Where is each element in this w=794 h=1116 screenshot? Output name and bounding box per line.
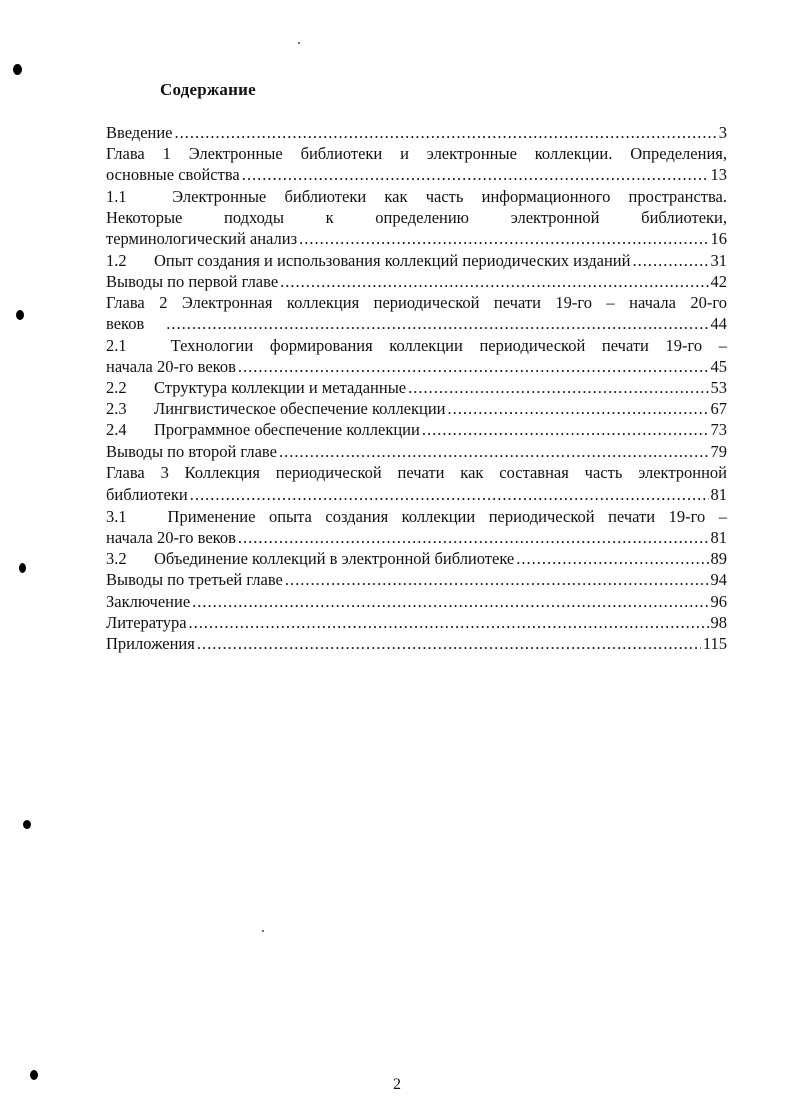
punch-mark <box>16 310 24 320</box>
toc-label: Технологии формирования коллекции периодической печати 19-го – <box>170 336 727 355</box>
toc-page-number: 13 <box>710 165 727 184</box>
toc-page-number: 45 <box>710 357 727 376</box>
toc-label: Структура коллекции и метаданные <box>154 378 407 397</box>
toc-page-number: 94 <box>710 570 727 589</box>
leader-dots <box>190 485 709 505</box>
toc-label: Лингвистическое обеспечение коллекции <box>154 399 446 418</box>
dust-speck <box>262 930 264 932</box>
toc-entry-literature <box>106 613 727 633</box>
section-number: 3.2 <box>106 549 127 568</box>
toc-section-2-2 <box>106 378 727 398</box>
toc-label: Заключение <box>106 592 191 611</box>
page-number: 2 <box>393 1076 401 1093</box>
section-number: 1.1 <box>106 187 127 206</box>
section-number: 3.1 <box>106 507 127 526</box>
punch-mark <box>13 64 22 75</box>
page-title: Содержание <box>160 80 256 99</box>
toc-section-2-1-line-1 <box>106 336 727 356</box>
toc-entry-intro <box>106 123 727 143</box>
toc-page-number: 53 <box>710 378 727 397</box>
toc-page-number: 3 <box>718 123 727 142</box>
leader-dots <box>242 165 709 185</box>
toc-section-2-1 <box>106 357 727 377</box>
toc-page-number: 31 <box>710 251 727 270</box>
section-number: 2.2 <box>106 378 127 397</box>
leader-dots <box>238 528 709 548</box>
toc-section-1-1 <box>106 229 727 249</box>
toc-label: Электронные библиотеки как часть информационного пространства. <box>172 187 727 206</box>
toc-section-3-2 <box>106 549 727 569</box>
leader-dots <box>166 314 708 334</box>
toc-page-number: 89 <box>710 549 727 568</box>
leader-dots <box>422 420 709 440</box>
leader-dots <box>279 442 709 462</box>
punch-mark <box>23 820 31 829</box>
section-number: 2.3 <box>106 399 127 418</box>
toc-page-number: 81 <box>710 528 727 547</box>
toc-entry-conclusion <box>106 592 727 612</box>
leader-dots <box>175 123 717 143</box>
toc-page-number: 79 <box>710 442 727 461</box>
toc-chapter-3 <box>106 485 727 505</box>
toc-chapter-2-line-1: Глава 2 Электронная коллекция периодической печати 19-го – начала 20-го <box>106 293 727 312</box>
toc-section-2-4 <box>106 420 727 440</box>
toc-entry-appendices <box>106 634 727 654</box>
toc-chapter-2 <box>106 314 727 334</box>
toc-label: начала 20-го веков <box>106 357 236 376</box>
toc-label: Выводы по третьей главе <box>106 570 283 589</box>
toc-conclusion-chapter-2 <box>106 442 727 462</box>
toc-label: Опыт создания и использования коллекций периодических изданий <box>154 251 631 270</box>
leader-dots <box>280 272 708 292</box>
toc-page-number: 115 <box>702 634 727 653</box>
toc-page-number: 44 <box>710 314 727 333</box>
toc-section-1-2 <box>106 251 727 271</box>
toc-label: веков <box>106 314 145 333</box>
dust-speck <box>298 42 300 44</box>
toc-label: библиотеки <box>106 485 188 504</box>
leader-dots <box>408 378 708 398</box>
toc-section-3-1 <box>106 528 727 548</box>
section-number: 1.2 <box>106 251 127 270</box>
toc-page-number: 42 <box>710 272 727 291</box>
toc-section-2-3 <box>106 399 727 419</box>
toc-page-number: 96 <box>710 592 727 611</box>
leader-dots <box>192 592 708 612</box>
toc-conclusion-chapter-1 <box>106 272 727 292</box>
toc-label: Литература <box>106 613 187 632</box>
toc-label: Выводы по второй главе <box>106 442 277 461</box>
toc-section-1-1-line-1 <box>106 187 727 207</box>
leader-dots <box>632 251 708 271</box>
toc-label: Выводы по первой главе <box>106 272 279 291</box>
punch-mark <box>19 563 26 573</box>
toc-chapter-1-line-1: Глава 1 Электронные библиотеки и электронные коллекции. Определения, <box>106 144 727 163</box>
toc-page-number: 16 <box>710 229 727 248</box>
toc-section-3-1-line-1 <box>106 507 727 527</box>
punch-mark <box>30 1070 38 1080</box>
leader-dots <box>448 399 709 419</box>
leader-dots <box>285 570 709 590</box>
toc-conclusion-chapter-3 <box>106 570 727 590</box>
toc-label: Применение опыта создания коллекции периодической печати 19-го – <box>167 507 727 526</box>
leader-dots <box>299 229 708 249</box>
toc-label: терминологический анализ <box>106 229 298 248</box>
toc-page-number: 81 <box>710 485 727 504</box>
section-number: 2.4 <box>106 420 127 439</box>
toc-label: начала 20-го веков <box>106 528 236 547</box>
toc-page-number: 67 <box>710 399 727 418</box>
toc-chapter-1 <box>106 165 727 185</box>
leader-dots <box>238 357 709 377</box>
leader-dots <box>516 549 708 569</box>
toc-page-number: 73 <box>710 420 727 439</box>
toc-label: Введение <box>106 123 173 142</box>
leader-dots <box>197 634 701 654</box>
section-number: 2.1 <box>106 336 127 355</box>
toc-label: Объединение коллекций в электронной библиотеке <box>154 549 515 568</box>
toc-label: Приложения <box>106 634 195 653</box>
toc-label: основные свойства <box>106 165 240 184</box>
toc-chapter-3-line-1: Глава 3 Коллекция периодической печати как составная часть электронной <box>106 463 727 482</box>
toc-section-1-1-line-2: Некоторые подходы к определению электронной библиотеки, <box>106 208 727 227</box>
toc-label: Программное обеспечение коллекции <box>154 420 420 439</box>
leader-dots <box>189 613 709 633</box>
toc-page-number: 98 <box>710 613 727 632</box>
